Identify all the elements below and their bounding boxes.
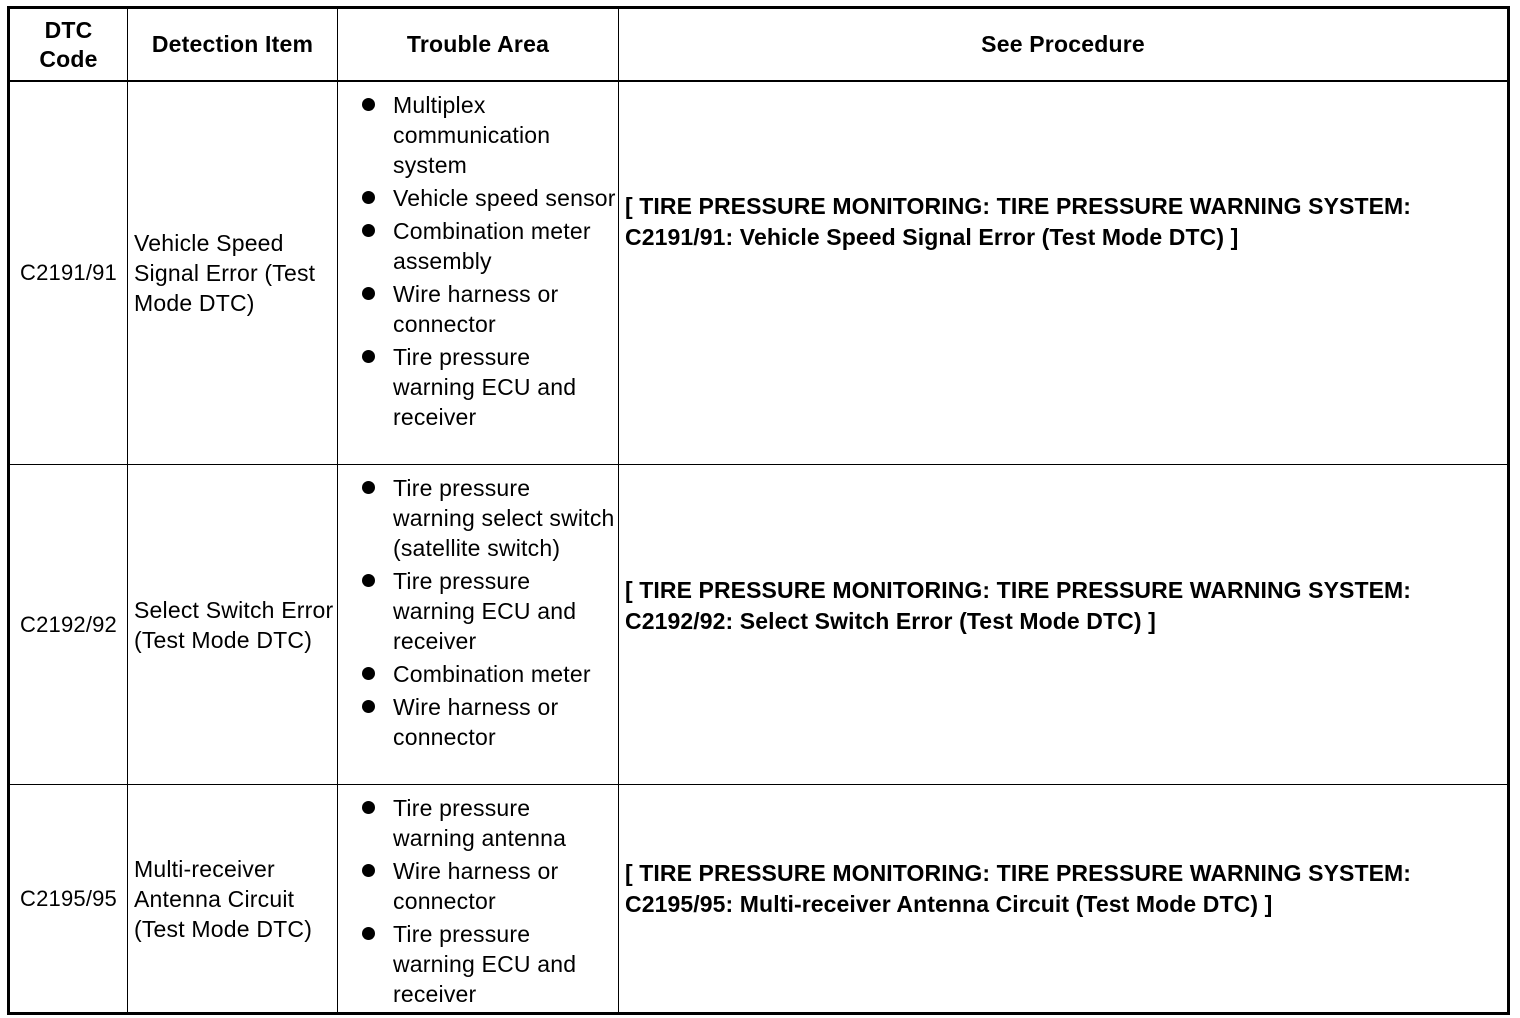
procedure-link[interactable]: [ TIRE PRESSURE MONITORING: TIRE PRESSURE WARNING SYSTEM: C2191/91: Vehicle Speed Signal Error (Test Mode DTC) ]	[625, 193, 1412, 250]
detection-item-cell: Vehicle Speed Signal Error (Test Mode DTC)	[128, 81, 338, 465]
header-dtc-code-line1: DTC	[44, 16, 93, 43]
bullet-icon	[362, 191, 375, 204]
trouble-area-item: Tire pressure warning ECU and receiver	[358, 566, 618, 656]
trouble-area-list	[358, 90, 618, 432]
trouble-area-item: Multiplex communication system	[358, 90, 618, 180]
header-dtc-code-line2: Code	[39, 45, 98, 72]
dtc-table	[7, 6, 1510, 1015]
table-row	[9, 465, 1509, 785]
bullet-icon	[362, 927, 375, 940]
trouble-area-item: Tire pressure warning ECU and receiver	[358, 342, 618, 432]
header-row	[9, 8, 1509, 82]
header-detection-item: Detection Item	[128, 8, 338, 82]
trouble-area-item: Tire pressure warning antenna	[358, 793, 618, 853]
trouble-area-item: Wire harness or connector	[358, 856, 618, 916]
procedure-cell	[619, 81, 1509, 465]
trouble-area-item: Tire pressure warning select switch (satellite switch)	[358, 473, 618, 563]
table-row	[9, 81, 1509, 465]
bullet-icon	[362, 287, 375, 300]
trouble-area-list	[358, 473, 618, 752]
dtc-code-cell: C2195/95	[9, 785, 128, 1014]
bullet-icon	[362, 224, 375, 237]
trouble-area-item: Tire pressure warning ECU and receiver	[358, 919, 618, 1009]
trouble-area-list	[358, 793, 618, 1009]
bullet-icon	[362, 481, 375, 494]
trouble-area-item: Combination meter assembly	[358, 216, 618, 276]
table-row	[9, 785, 1509, 1014]
dtc-code-cell: C2191/91	[9, 81, 128, 465]
trouble-area-cell	[338, 81, 619, 465]
bullet-icon	[362, 98, 375, 111]
trouble-area-item: Wire harness or connector	[358, 692, 618, 752]
bullet-icon	[362, 801, 375, 814]
bullet-icon	[362, 864, 375, 877]
bullet-icon	[362, 574, 375, 587]
detection-item-cell: Select Switch Error (Test Mode DTC)	[128, 465, 338, 785]
procedure-link[interactable]: [ TIRE PRESSURE MONITORING: TIRE PRESSURE WARNING SYSTEM: C2195/95: Multi-receiver Antenna Circuit (Test Mode DTC) ]	[625, 859, 1412, 917]
header-see-procedure: See Procedure	[619, 8, 1509, 82]
bullet-icon	[362, 350, 375, 363]
bullet-icon	[362, 700, 375, 713]
trouble-area-cell	[338, 785, 619, 1014]
trouble-area-item: Combination meter	[358, 659, 618, 689]
bullet-icon	[362, 667, 375, 680]
trouble-area-item: Vehicle speed sensor	[358, 183, 618, 213]
trouble-area-cell	[338, 465, 619, 785]
header-trouble-area: Trouble Area	[338, 8, 619, 82]
procedure-link[interactable]: [ TIRE PRESSURE MONITORING: TIRE PRESSURE WARNING SYSTEM: C2192/92: Select Switch Error (Test Mode DTC) ]	[625, 577, 1412, 634]
detection-item-cell: Multi-receiver Antenna Circuit (Test Mode DTC)	[128, 785, 338, 1014]
procedure-cell	[619, 465, 1509, 785]
header-dtc-code	[9, 8, 128, 82]
procedure-cell	[619, 785, 1509, 1014]
dtc-code-cell: C2192/92	[9, 465, 128, 785]
trouble-area-item: Wire harness or connector	[358, 279, 618, 339]
